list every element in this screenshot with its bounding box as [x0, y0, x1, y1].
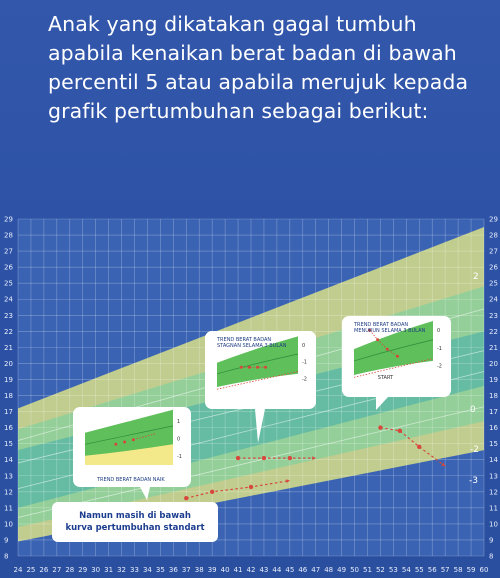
note-line-1: Namun masih di bawah — [79, 511, 191, 521]
y-tick-right: 15 — [489, 440, 498, 449]
y-tick-right: 12 — [489, 488, 498, 497]
zscore-label: 2 — [473, 272, 479, 282]
mini-z-label: -1 — [177, 453, 182, 460]
callout-box — [73, 407, 191, 500]
callout-title-line-2: STAGNAN SELAMA 3 BULAN — [217, 343, 287, 349]
x-tick: 28 — [65, 566, 75, 574]
y-tick-left: 17 — [4, 408, 13, 417]
y-tick-right: 16 — [489, 424, 498, 433]
mini-trend-point — [123, 441, 126, 444]
y-tick-left: 15 — [4, 440, 13, 449]
y-tick-right: 19 — [489, 375, 498, 384]
y-tick-right: 9 — [489, 536, 494, 545]
x-tick: 33 — [130, 566, 139, 574]
note-box — [52, 502, 218, 542]
y-tick-left: 24 — [4, 295, 13, 304]
zscore-label: 0 — [470, 405, 476, 415]
mini-z-label: 0 — [437, 328, 441, 334]
x-tick: 32 — [117, 566, 127, 574]
trend-point — [398, 429, 402, 433]
x-tick: 54 — [401, 566, 411, 574]
y-tick-left: 22 — [4, 327, 13, 336]
x-tick: 55 — [414, 566, 424, 574]
callout-title-line-1: TREND BERAT BADAN — [217, 337, 272, 343]
y-tick-left: 16 — [4, 424, 13, 433]
y-tick-left: 12 — [4, 488, 13, 497]
mini-z-label: 0 — [302, 343, 306, 349]
trend-point — [210, 490, 214, 494]
y-tick-left: 11 — [4, 504, 13, 513]
mini-z-label: 1 — [177, 419, 181, 425]
y-tick-left: 9 — [4, 536, 9, 545]
callout-title: TREND BERAT BADAN NAIK — [97, 477, 165, 483]
x-tick: 48 — [324, 566, 334, 574]
trend-point — [378, 425, 382, 429]
y-tick-left: 8 — [4, 552, 9, 561]
y-tick-left: 28 — [4, 231, 13, 240]
zscore-label: -3 — [469, 476, 478, 486]
mini-z-label: -2 — [302, 376, 307, 383]
x-tick: 49 — [337, 566, 347, 574]
x-tick: 40 — [220, 566, 230, 574]
y-tick-right: 8 — [489, 552, 494, 561]
y-tick-left: 10 — [4, 520, 13, 529]
heading-text: Anak yang dikatakan gagal tumbuh apabila kenaikan berat badan di bawah percentil 5 atau apabila merujuk kepada grafik pertumbuhan sebagai berikut: — [48, 12, 469, 123]
y-tick-right: 20 — [489, 359, 498, 368]
x-tick: 57 — [440, 566, 450, 574]
x-tick: 47 — [311, 566, 321, 574]
trend-point — [236, 456, 240, 460]
y-tick-right: 24 — [489, 295, 498, 304]
y-tick-right: 26 — [489, 263, 498, 272]
trend-point — [249, 485, 253, 489]
x-tick: 51 — [363, 566, 372, 574]
x-tick: 56 — [427, 566, 437, 574]
x-tick: 29 — [78, 566, 88, 574]
x-tick: 60 — [479, 566, 489, 574]
y-tick-right: 11 — [489, 504, 498, 513]
mini-z-label: -2 — [437, 363, 442, 370]
x-tick: 34 — [142, 566, 152, 574]
note-line-2: kurva pertumbuhan standart — [65, 523, 205, 533]
y-tick-left: 26 — [4, 263, 13, 272]
y-tick-right: 17 — [489, 408, 498, 417]
y-tick-right: 29 — [489, 215, 498, 224]
y-tick-right: 18 — [489, 392, 498, 401]
trend-point — [417, 445, 421, 449]
y-tick-right: 27 — [489, 247, 498, 256]
x-tick: 41 — [233, 566, 243, 574]
x-tick: 58 — [453, 566, 463, 574]
trend-point — [184, 496, 188, 500]
x-tick: 43 — [259, 566, 269, 574]
y-tick-right: 13 — [489, 472, 498, 481]
y-tick-right: 25 — [489, 279, 498, 288]
y-tick-left: 18 — [4, 392, 13, 401]
x-tick: 27 — [52, 566, 62, 574]
x-tick: 26 — [39, 566, 49, 574]
callout-box — [342, 316, 451, 410]
callout-title-line-2: MENURUN SELAMA 3 BULAN — [354, 328, 426, 334]
x-tick: 38 — [194, 566, 204, 574]
y-tick-left: 23 — [4, 311, 13, 320]
y-tick-left: 21 — [4, 343, 13, 352]
y-tick-left: 14 — [4, 456, 13, 465]
x-tick: 35 — [155, 566, 165, 574]
x-tick: 24 — [13, 566, 23, 574]
x-tick: 37 — [181, 566, 191, 574]
x-tick: 31 — [104, 566, 114, 574]
x-tick: 53 — [388, 566, 398, 574]
mini-trend-point — [114, 443, 117, 446]
y-tick-left: 13 — [4, 472, 13, 481]
mini-z-label: -1 — [302, 359, 307, 366]
y-tick-left: 27 — [4, 247, 13, 256]
y-tick-right: 14 — [489, 456, 498, 465]
x-tick: 46 — [298, 566, 308, 574]
x-tick: 39 — [207, 566, 217, 574]
callout-title-line-1: TREND BERAT BADAN — [354, 322, 409, 328]
y-tick-right: 22 — [489, 327, 498, 336]
y-tick-right: 28 — [489, 231, 498, 240]
y-tick-left: 29 — [4, 215, 13, 224]
x-tick: 52 — [375, 566, 385, 574]
trend-point — [262, 456, 266, 460]
x-tick: 59 — [466, 566, 476, 574]
y-tick-left: 20 — [4, 359, 13, 368]
x-tick: 36 — [168, 566, 178, 574]
mini-z-label: -1 — [437, 345, 442, 352]
trend-point — [288, 456, 292, 460]
y-tick-left: 25 — [4, 279, 13, 288]
start-label: START — [377, 375, 394, 381]
x-tick: 45 — [285, 566, 295, 574]
zscore-label: -2 — [470, 445, 479, 455]
x-tick: 25 — [26, 566, 36, 574]
x-tick: 30 — [91, 566, 101, 574]
y-tick-right: 10 — [489, 520, 498, 529]
x-tick: 50 — [350, 566, 360, 574]
y-tick-right: 21 — [489, 343, 498, 352]
x-tick: 44 — [272, 566, 282, 574]
x-tick: 42 — [246, 566, 256, 574]
y-tick-left: 19 — [4, 375, 13, 384]
y-tick-right: 23 — [489, 311, 498, 320]
mini-z-label: 0 — [177, 436, 181, 443]
